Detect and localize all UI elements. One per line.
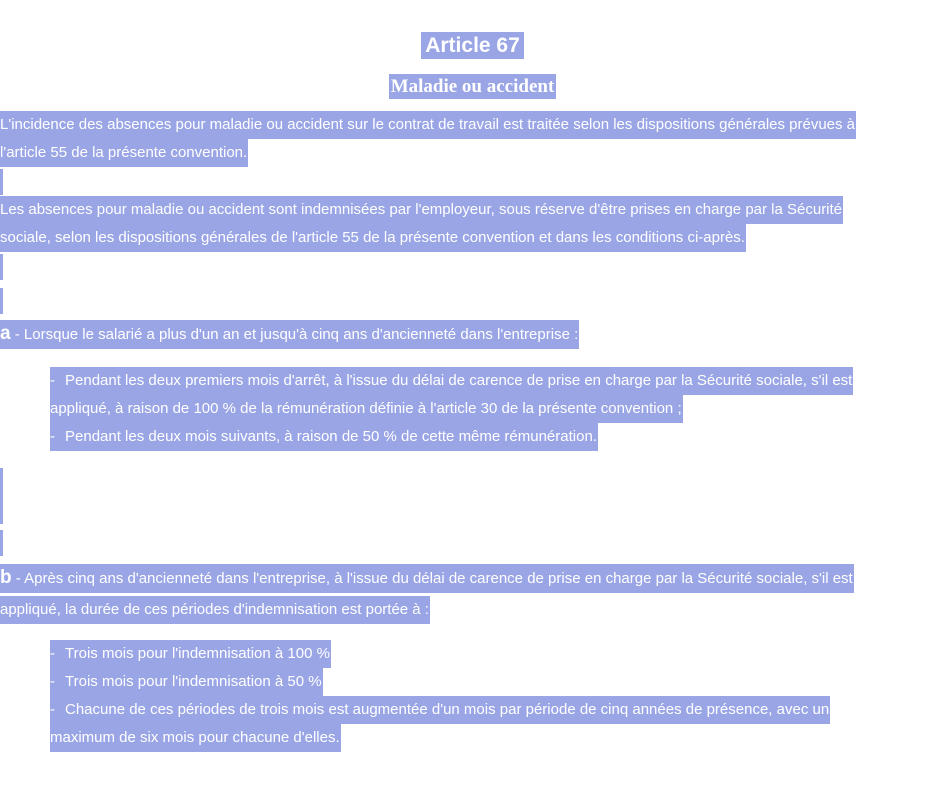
empty-line-marker xyxy=(0,254,3,280)
article-subtitle-text: Maladie ou accident xyxy=(390,76,555,97)
list-item-text xyxy=(50,668,323,696)
list-dash: - xyxy=(50,673,55,690)
list-item xyxy=(50,640,830,668)
section-a-letter: a xyxy=(0,323,11,344)
list-item-label: Chacune de ces périodes de trois mois est augmentée d'un mois par période de cinq années de présence, avec un xyxy=(65,701,830,718)
paragraph-line xyxy=(0,196,945,224)
paragraph-line xyxy=(0,224,945,252)
paragraph-line xyxy=(0,596,945,624)
empty-line-marker xyxy=(0,530,3,556)
list-item-label: Trois mois pour l'indemnisation à 50 % xyxy=(65,673,322,690)
list-item-continuation xyxy=(50,395,853,423)
paragraph-text: l'article 55 de la présente convention. xyxy=(0,139,248,167)
list-item-label: Pendant les deux mois suivants, à raison de 50 % de cette même rémunération. xyxy=(65,428,597,445)
list-dash: - xyxy=(50,701,55,718)
list-item-text xyxy=(50,696,830,724)
list-item xyxy=(50,367,853,395)
empty-line-marker xyxy=(0,468,3,524)
paragraph-text: Les absences pour maladie ou accident sont indemnisées par l'employeur, sous réserve d'être prises en charge par la Sécurité xyxy=(0,196,843,224)
paragraph-line xyxy=(0,111,945,139)
section-a-separator: - xyxy=(10,326,24,343)
list-item-text xyxy=(50,367,853,395)
list-item-continuation xyxy=(50,724,830,752)
empty-line-marker xyxy=(0,169,3,195)
list-item-text: appliqué, à raison de 100 % de la rémunération définie à l'article 30 de la présente convention ; xyxy=(50,395,683,423)
section-b-heading-text: appliqué, la durée de ces périodes d'indemnisation est portée à : xyxy=(0,596,430,624)
list-dash: - xyxy=(50,372,55,389)
section-b-heading-text xyxy=(0,564,854,593)
section-b-heading xyxy=(0,564,945,624)
section-b-list xyxy=(50,640,830,752)
list-dash: - xyxy=(50,428,55,445)
list-item-label: Pendant les deux premiers mois d'arrêt, à l'issue du délai de carence de prise en charge par la Sécurité sociale, s'il est xyxy=(65,372,853,389)
section-a-heading-label: Lorsque le salarié a plus d'un an et jusqu'à cinq ans d'ancienneté dans l'entreprise : xyxy=(23,326,579,343)
paragraph-indemnisation xyxy=(0,196,945,252)
paragraph-text: sociale, selon les dispositions générales de l'article 55 de la présente convention et dans les conditions ci-après. xyxy=(0,224,746,252)
section-a-heading xyxy=(0,320,945,348)
list-item-text: maximum de six mois pour chacune d'elles. xyxy=(50,724,341,752)
list-dash: - xyxy=(50,645,55,662)
section-a-heading-text xyxy=(0,320,579,349)
paragraph-text: L'incidence des absences pour maladie ou accident sur le contrat de travail est traitée selon les dispositions générales prévues à xyxy=(0,111,856,139)
list-item-text xyxy=(50,640,331,668)
section-b-separator: - xyxy=(11,570,25,587)
section-b-heading-label: Après cinq ans d'ancienneté dans l'entreprise, à l'issue du délai de carence de prise en charge par la Sécurité sociale, s'il est xyxy=(24,570,853,587)
list-item xyxy=(50,696,830,724)
section-b-letter: b xyxy=(0,567,12,588)
list-item xyxy=(50,423,853,451)
paragraph-line xyxy=(0,320,945,348)
paragraph-incidence xyxy=(0,111,945,167)
article-subtitle xyxy=(0,72,945,102)
paragraph-line xyxy=(0,564,945,592)
article-title xyxy=(0,30,945,62)
article-title-text: Article 67 xyxy=(421,32,524,59)
list-item xyxy=(50,668,830,696)
list-item-label: Trois mois pour l'indemnisation à 100 % xyxy=(65,645,330,662)
empty-line-marker xyxy=(0,288,3,314)
section-a-list xyxy=(50,367,853,451)
paragraph-line xyxy=(0,139,945,167)
list-item-text xyxy=(50,423,598,451)
